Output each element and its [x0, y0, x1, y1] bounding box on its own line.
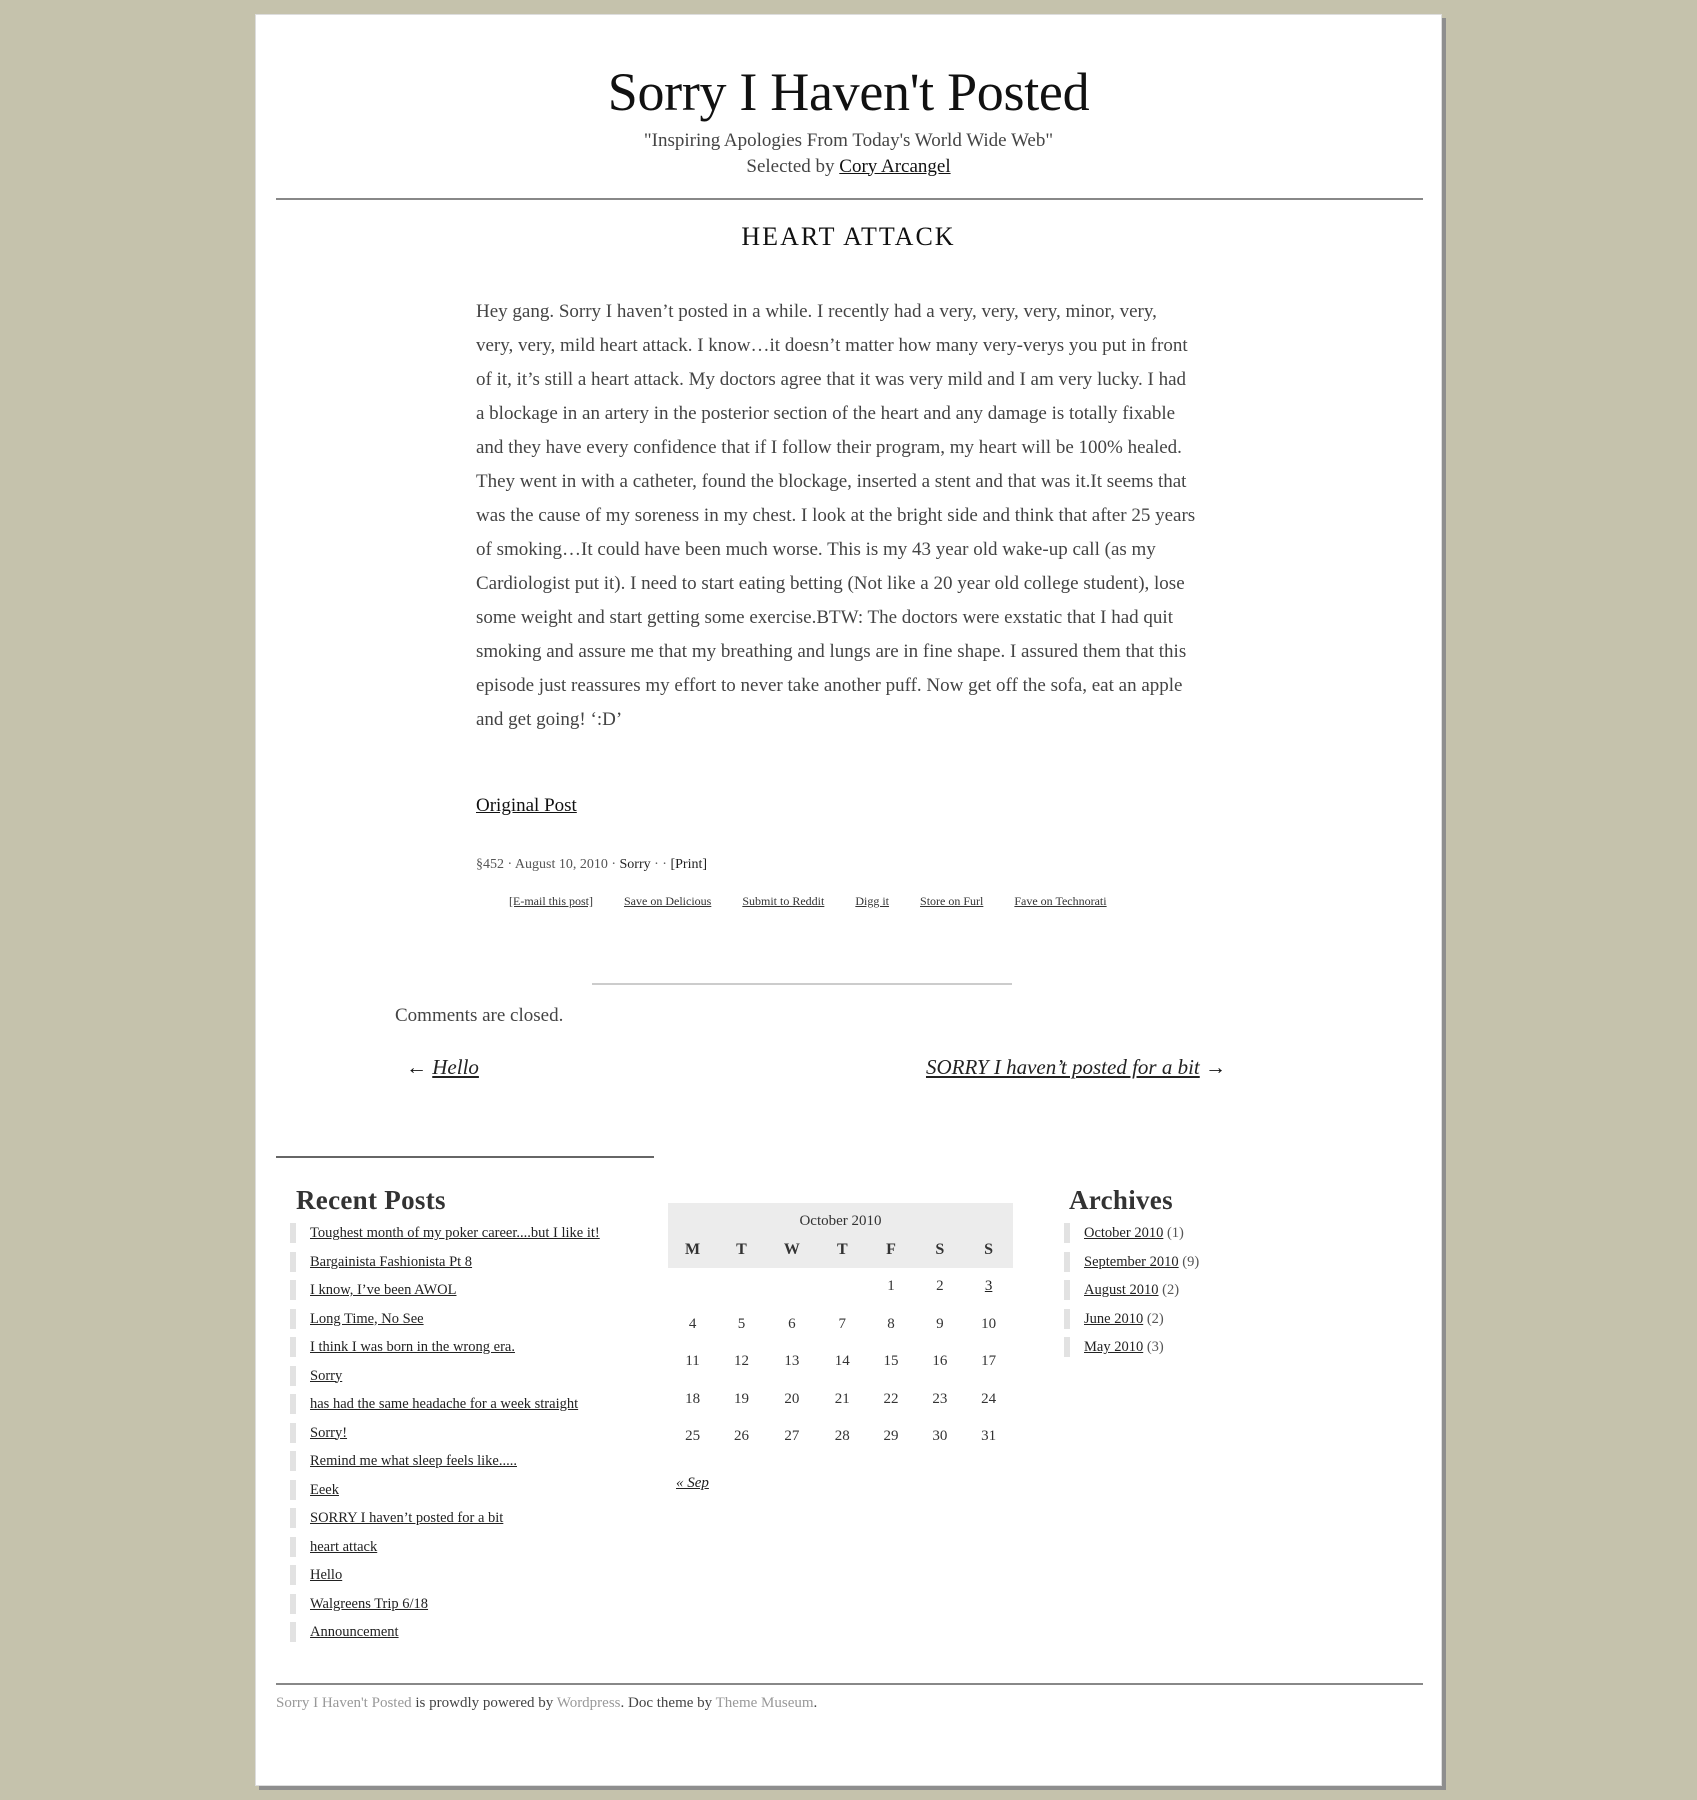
list-item — [1064, 1280, 1199, 1300]
list-item — [1064, 1309, 1199, 1329]
calendar-day: 17 — [981, 1353, 997, 1370]
calendar-day: 7 — [838, 1315, 847, 1332]
recent-post-link[interactable]: Hello — [310, 1567, 343, 1583]
list-item — [290, 1337, 600, 1357]
calendar-day: 30 — [932, 1428, 948, 1445]
list-item — [290, 1594, 600, 1614]
calendar-day: 21 — [834, 1390, 850, 1407]
weekday-label: T — [717, 1233, 766, 1268]
right-arrow-icon: → — [1205, 1055, 1226, 1079]
calendar-day — [668, 1268, 717, 1306]
recent-post-link[interactable]: Bargainista Fashionista Pt 8 — [310, 1253, 473, 1270]
recent-post-link[interactable]: Remind me what sleep feels like..... — [310, 1453, 517, 1469]
list-item — [1064, 1223, 1199, 1243]
calendar-day: 22 — [883, 1390, 899, 1407]
post-meta — [476, 857, 707, 873]
calendar-day-link[interactable]: 3 — [984, 1278, 993, 1295]
calendar-day: 18 — [685, 1390, 701, 1407]
weekday-label: M — [668, 1233, 717, 1268]
list-item — [290, 1223, 600, 1243]
recent-posts-divider — [276, 1156, 654, 1158]
list-item — [290, 1366, 600, 1386]
post-number-date: §452 · August 10, 2010 · — [476, 857, 620, 872]
calendar-prev-month-link[interactable]: « Sep — [676, 1475, 709, 1491]
footer-text: . Doc theme by — [620, 1695, 716, 1711]
archive-link[interactable]: October 2010 — [1084, 1225, 1164, 1241]
calendar-day: 16 — [932, 1353, 948, 1370]
recent-post-link[interactable]: Long Time, No See — [310, 1310, 424, 1327]
comments-closed-notice: Comments are closed. — [395, 1005, 564, 1026]
calendar-week — [668, 1343, 1013, 1381]
calendar-day: 10 — [981, 1315, 997, 1332]
previous-post-link[interactable]: Hello — [432, 1055, 479, 1079]
site-footer — [276, 1695, 817, 1712]
calendar-day: 4 — [688, 1315, 697, 1332]
recent-post-link[interactable]: has had the same headache for a week straight — [310, 1396, 579, 1412]
calendar-day: 19 — [734, 1390, 749, 1407]
recent-post-link[interactable]: Toughest month of my poker career....but I like it! — [310, 1225, 600, 1241]
recent-post-link[interactable]: I think I was born in the wrong era. — [310, 1339, 515, 1355]
header-divider — [276, 198, 1423, 200]
wordpress-link[interactable]: Wordpress — [556, 1695, 621, 1711]
archive-link[interactable]: June 2010 — [1084, 1310, 1144, 1327]
calendar-day: 1 — [887, 1278, 895, 1295]
calendar-day: 26 — [734, 1428, 749, 1445]
archive-count: (3) — [1146, 1339, 1164, 1355]
list-item — [290, 1451, 600, 1471]
recent-posts-title: Recent Posts — [296, 1185, 446, 1215]
calendar-weekday-row — [668, 1233, 1013, 1268]
site-title[interactable]: Sorry I Haven't Posted — [607, 62, 1090, 122]
list-item — [1064, 1252, 1199, 1272]
calendar-day: 27 — [784, 1428, 800, 1445]
calendar-day: 23 — [932, 1390, 948, 1407]
calendar-day: 2 — [936, 1278, 944, 1295]
list-item — [290, 1423, 600, 1443]
recent-post-link[interactable]: heart attack — [310, 1538, 378, 1555]
footer-site-link[interactable]: Sorry I Haven't Posted — [276, 1695, 412, 1711]
calendar-week — [668, 1418, 1013, 1456]
calendar-day: 13 — [784, 1353, 800, 1370]
calendar-day: 28 — [834, 1428, 850, 1445]
recent-posts-list — [290, 1223, 600, 1651]
technorati-link[interactable]: Fave on Technorati — [1014, 894, 1107, 908]
delicious-link[interactable]: Save on Delicious — [624, 894, 712, 908]
print-link[interactable]: [Print] — [670, 857, 708, 872]
calendar-day — [766, 1268, 818, 1306]
share-links — [509, 894, 1135, 909]
calendar-week — [668, 1268, 1013, 1306]
selected-by — [256, 156, 1441, 178]
calendar-day: 11 — [685, 1353, 700, 1370]
calendar-day: 12 — [734, 1353, 749, 1370]
left-arrow-icon: ← — [406, 1055, 427, 1079]
calendar-week — [668, 1306, 1013, 1344]
archive-count: (1) — [1166, 1225, 1184, 1241]
footer-divider — [276, 1683, 1423, 1685]
recent-post-link[interactable]: Eeek — [310, 1481, 339, 1498]
calendar-week — [668, 1381, 1013, 1419]
list-item — [290, 1280, 600, 1300]
calendar-day — [818, 1268, 867, 1306]
recent-post-link[interactable]: I know, I’ve been AWOL — [310, 1282, 457, 1298]
list-item — [1064, 1337, 1199, 1357]
list-item — [290, 1394, 600, 1414]
archives-title: Archives — [1069, 1185, 1173, 1215]
email-post-link[interactable]: [E-mail this post] — [509, 894, 593, 908]
theme-link[interactable]: Theme Museum — [715, 1695, 814, 1711]
reddit-link[interactable]: Submit to Reddit — [742, 894, 825, 908]
calendar-day: 15 — [883, 1353, 899, 1370]
next-post-link[interactable]: SORRY I haven’t posted for a bit — [925, 1055, 1200, 1079]
calendar-day: 20 — [784, 1390, 800, 1407]
calendar-day: 6 — [788, 1315, 796, 1332]
list-item — [290, 1480, 600, 1500]
recent-post-link[interactable]: Sorry! — [310, 1424, 348, 1441]
previous-post-nav — [406, 1055, 479, 1080]
site-tagline: "Inspiring Apologies From Today's World Wide Web" — [643, 129, 1054, 151]
curator-link[interactable]: Cory Arcangel — [839, 155, 951, 177]
weekday-label: W — [766, 1233, 818, 1268]
calendar-day: 5 — [737, 1315, 746, 1332]
comments-divider — [592, 983, 1012, 985]
list-item — [290, 1252, 600, 1272]
calendar-day: 14 — [834, 1353, 850, 1370]
calendar-day: 24 — [981, 1390, 997, 1407]
list-item — [290, 1565, 600, 1585]
calendar-day: 31 — [981, 1428, 997, 1445]
recent-post-link[interactable]: SORRY I haven’t posted for a bit — [310, 1510, 504, 1526]
list-item — [290, 1622, 600, 1642]
selected-by-prefix: Selected by — [746, 155, 840, 177]
calendar-day: 9 — [936, 1315, 944, 1332]
archive-link[interactable]: August 2010 — [1084, 1282, 1159, 1298]
recent-post-link[interactable]: Sorry — [310, 1367, 343, 1384]
recent-post-link[interactable]: Walgreens Trip 6/18 — [310, 1595, 429, 1612]
weekday-label: T — [818, 1233, 867, 1268]
original-post-link[interactable]: Original Post — [476, 795, 577, 816]
calendar-day: 8 — [887, 1315, 895, 1332]
weekday-label: S — [964, 1233, 1013, 1268]
page-container — [255, 14, 1442, 1786]
archives-list — [1064, 1223, 1199, 1366]
calendar-day — [964, 1268, 1013, 1306]
post-body: Hey gang. Sorry I haven’t posted in a while. I recently had a very, very, very, minor, very, very, very, mild heart attack. I know…it doesn’t matter how many very-verys you put in front of it, it’s still a heart attack. My doctors agree that it was very mild and I am very lucky. I had a blockage in an artery in the posterior section of the heart and any damage is totally fixable and they have every confidence that if I follow their program, my heart will be 100% healed. They went in with a catheter, found the blockage, inserted a stent and that was it.It seems that was the cause of my soreness in my chest. I look at the bright side and think that after 25 years of smoking…It could have been much worse. This is my 43 year old wake-up call (as my Cardiologist put it). I need to start eating betting (Not like a 20 year old college student), lose some weight and start getting some exercise.BTW: The doctors were exstatic that I had quit smoking and assure me that my breathing and lungs are in fine shape. I assured them that this episode just reassures my effort to never take another puff. Now get off the sofa, eat an apple and get going! ‘:D’ — [476, 301, 1196, 730]
next-post-nav — [926, 1055, 1226, 1080]
list-item — [290, 1508, 600, 1528]
digg-link[interactable]: Digg it — [855, 894, 890, 908]
site-header — [256, 15, 1441, 178]
footer-text: is prowdly powered by — [411, 1695, 557, 1711]
archive-count: (2) — [1162, 1282, 1180, 1298]
weekday-label: S — [915, 1233, 964, 1268]
post-category-link[interactable]: Sorry — [619, 857, 651, 872]
archive-link[interactable]: May 2010 — [1084, 1339, 1144, 1355]
calendar-day — [717, 1268, 766, 1306]
meta-separator: · · — [650, 857, 671, 872]
footer-text: . — [813, 1695, 818, 1711]
recent-post-link[interactable]: Announcement — [310, 1624, 399, 1640]
calendar-month: October 2010 — [668, 1203, 1013, 1233]
calendar-day: 25 — [685, 1428, 701, 1445]
archive-count: (9) — [1182, 1253, 1200, 1270]
calendar-widget — [668, 1203, 1013, 1456]
furl-link[interactable]: Store on Furl — [920, 894, 984, 908]
archive-link[interactable]: September 2010 — [1084, 1253, 1179, 1270]
archive-count: (2) — [1146, 1310, 1164, 1327]
list-item — [290, 1309, 600, 1329]
weekday-label: F — [867, 1233, 916, 1268]
post-title: HEART ATTACK — [741, 222, 956, 251]
list-item — [290, 1537, 600, 1557]
calendar-day: 29 — [883, 1428, 899, 1445]
